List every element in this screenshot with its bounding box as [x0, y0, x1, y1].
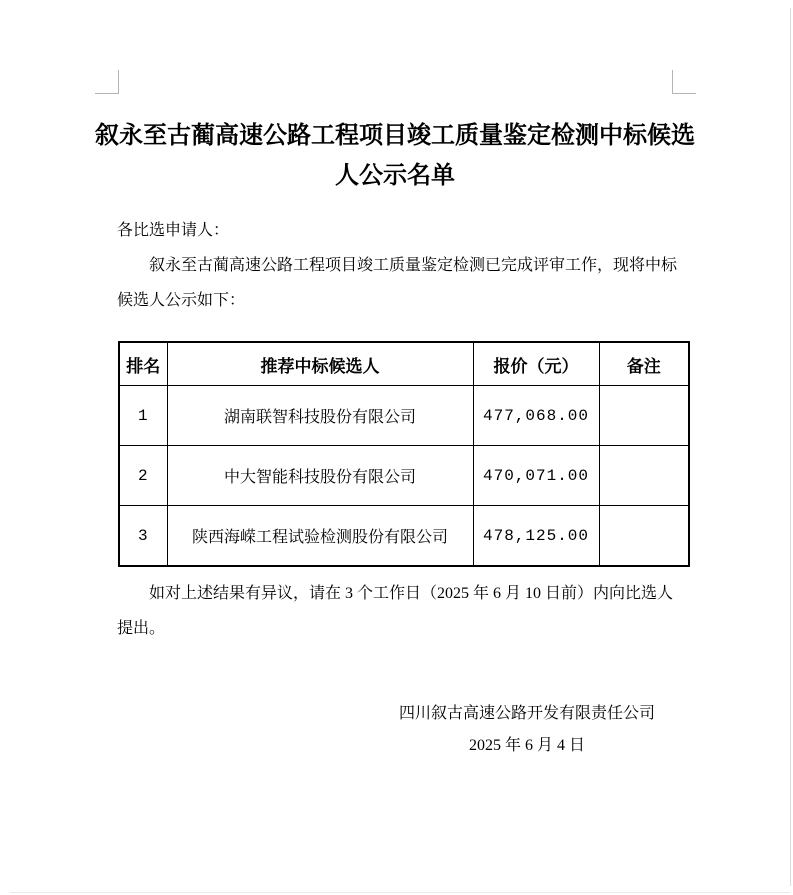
table-row: [119, 386, 689, 446]
row-rank: 2: [119, 446, 167, 506]
closing-paragraph: [117, 576, 683, 646]
table-header-rank: 排名: [119, 342, 167, 386]
row-remark: [599, 386, 689, 446]
intro-paragraph: [117, 248, 683, 318]
table-header-remark: 备注: [599, 342, 689, 386]
table-row: [119, 446, 689, 506]
document-title: [89, 116, 701, 196]
page-edge-right: [790, 8, 791, 886]
document-title-line-1: 叙永至古蔺高速公路工程项目竣工质量鉴定检测中标候选: [95, 123, 695, 150]
page-edge-bottom: [10, 892, 790, 893]
row-candidate: 中大智能科技股份有限公司: [167, 446, 473, 506]
row-candidate: 陕西海嵘工程试验检测股份有限公司: [167, 506, 473, 567]
row-remark: [599, 506, 689, 567]
intro-line-1: 叙永至古蔺高速公路工程项目竣工质量鉴定检测已完成评审工作，现将中标: [149, 257, 678, 274]
table-header-candidate: 推荐中标候选人: [167, 342, 473, 386]
closing-line-1: 如对上述结果有异议，请在 3 个工作日（2025 年 6 月 10 日前）内向比选人: [149, 585, 674, 602]
row-remark: [599, 446, 689, 506]
row-price: 477,068.00: [473, 386, 599, 446]
table-header-price: 报价（元）: [473, 342, 599, 386]
signature-date: 2025 年 6 月 4 日: [468, 737, 585, 754]
bid-candidates-table: [118, 341, 690, 567]
row-price: 478,125.00: [473, 506, 599, 567]
table-header-row: [119, 342, 689, 386]
signature-block: [377, 698, 677, 762]
row-rank: 3: [119, 506, 167, 567]
margin-mark-right: [672, 70, 696, 94]
intro-line-2: 候选人公示如下：: [117, 292, 246, 309]
margin-mark-left: [95, 70, 119, 94]
row-candidate: 湖南联智科技股份有限公司: [167, 386, 473, 446]
salutation: 各比选申请人：: [117, 222, 230, 239]
row-rank: 1: [119, 386, 167, 446]
document-title-line-2: 人公示名单: [335, 163, 455, 190]
table-row: [119, 506, 689, 567]
signature-company: 四川叙古高速公路开发有限责任公司: [398, 705, 655, 722]
bid-candidates-table-wrap: [118, 341, 690, 567]
row-price: 470,071.00: [473, 446, 599, 506]
closing-line-2: 提出。: [117, 620, 166, 637]
